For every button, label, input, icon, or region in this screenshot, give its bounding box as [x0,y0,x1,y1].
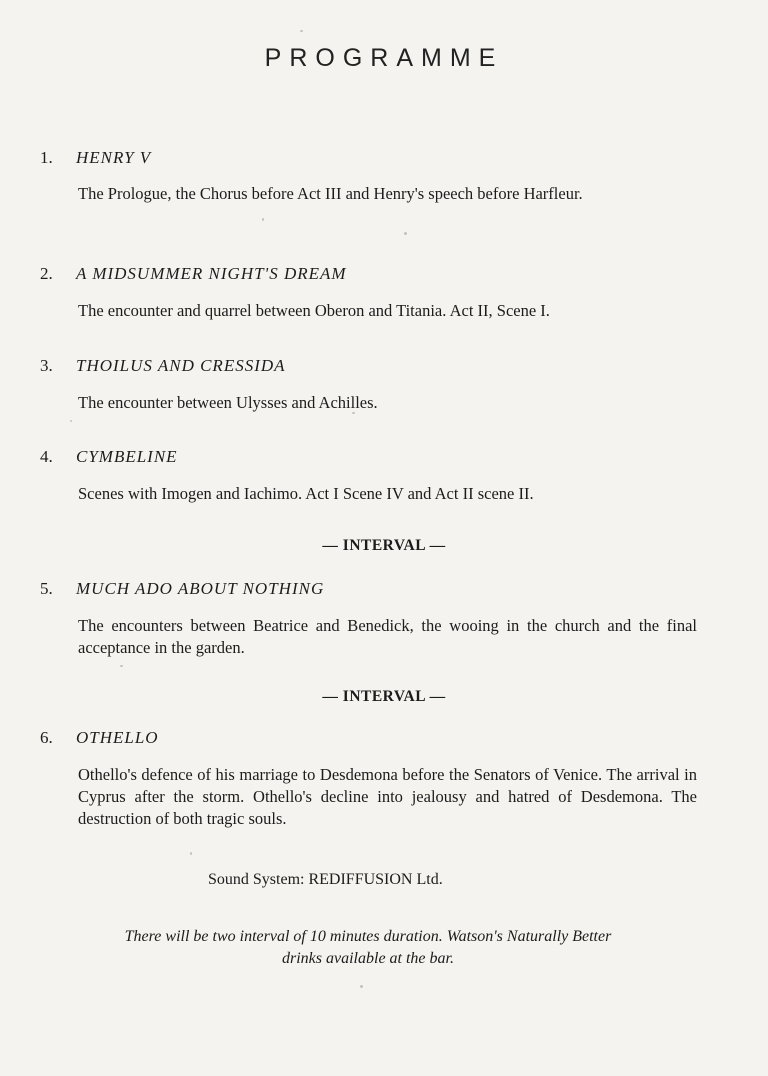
programme-item-4-description: Scenes with Imogen and Iachimo. Act I Scene IV and Act II scene II. [78,484,534,503]
play-title: CYMBELINE [76,447,178,466]
programme-item-2-description: The encounter and quarrel between Oberon and Titania. Act II, Scene I. [78,301,550,320]
programme-item-5-description: The encounters between Beatrice and Benedick, the wooing in the church and the final acceptance in the garden. [78,616,697,657]
item-number: 2. [40,264,53,283]
print-speck [360,985,363,988]
footer-line-1: There will be two interval of 10 minutes duration. Watson's Naturally Better [124,928,612,945]
item-number: 3. [40,356,53,375]
programme-item-6-description: Othello's defence of his marriage to Desdemona before the Senators of Venice. The arrival in Cyprus after the storm. Othello's decline into jealousy and hatred of Desdemona. The destruction of both tragic souls. [78,765,697,828]
item-number: 4. [40,447,53,466]
print-speck [120,665,123,667]
programme-item-1-description: The Prologue, the Chorus before Act III and Henry's speech before Harfleur. [78,184,583,203]
play-title: A MIDSUMMER NIGHT'S DREAM [76,264,347,283]
item-number: 1. [40,148,53,167]
item-number: 5. [40,579,53,598]
play-title: THOILUS AND CRESSIDA [76,356,286,375]
programme-item-1-heading [40,148,151,168]
interval-heading-1: — INTERVAL — [322,537,446,554]
item-number: 6. [40,728,53,747]
print-speck [404,232,407,235]
programme-item-4-heading [40,447,178,467]
play-title: MUCH ADO ABOUT NOTHING [76,579,325,598]
play-title: OTHELLO [76,728,159,747]
print-speck [352,412,355,414]
interval-heading-2: — INTERVAL — [322,688,446,705]
play-title: HENRY V [76,148,152,167]
sound-system-credit: Sound System: REDIFFUSION Ltd. [208,871,443,888]
page-title: PROGRAMME [264,44,504,72]
footer-line-2: drinks available at the bar. [282,950,454,967]
programme-item-2-heading [40,264,347,284]
programme-item-6-heading [40,728,159,748]
print-speck [70,420,72,422]
programme-item-3-heading [40,356,286,376]
programme-item-5-heading [40,579,324,599]
footer-note [38,926,698,970]
programme-item-3-description: The encounter between Ulysses and Achilles. [78,393,378,412]
print-speck [300,30,303,32]
print-speck [262,218,264,221]
print-speck [190,852,192,855]
